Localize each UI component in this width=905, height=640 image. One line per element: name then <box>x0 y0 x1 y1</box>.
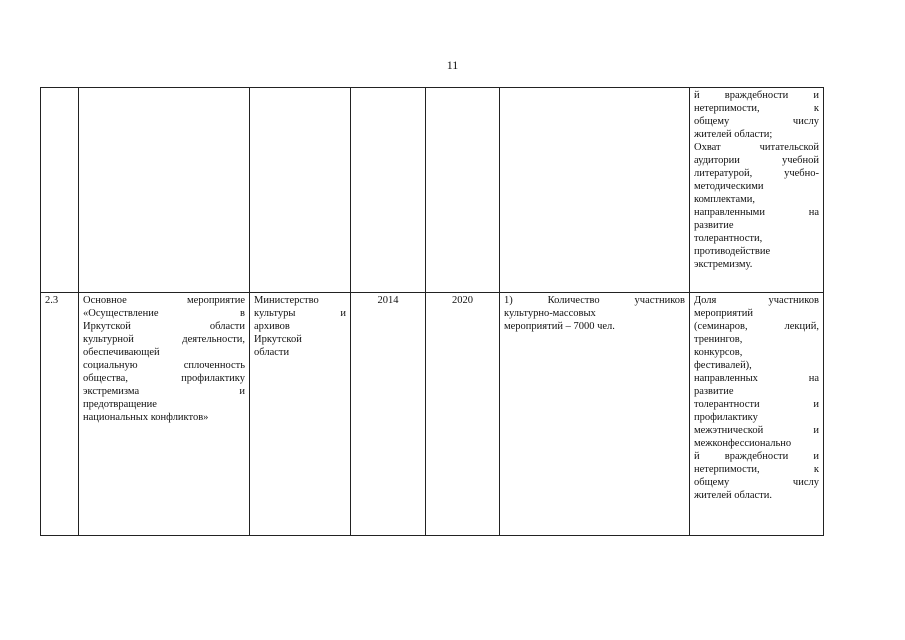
text-line: направленных на <box>694 373 819 384</box>
text-line: конкурсов, <box>694 347 743 358</box>
text-line: архивов <box>254 321 290 332</box>
text-line: общему числу <box>694 116 819 127</box>
text-line: толерантности, <box>694 233 763 244</box>
cell-indicators <box>690 293 824 536</box>
cell-number <box>41 88 79 293</box>
text-line: толерантности и <box>694 399 819 410</box>
text-line: й враждебности и <box>694 90 819 101</box>
text-line: мероприятий <box>694 308 753 319</box>
cell-executor <box>250 88 351 293</box>
text-line: направленными на <box>694 207 819 218</box>
program-table <box>40 87 824 536</box>
table-row <box>41 88 824 293</box>
text-line: культурной деятельности, <box>83 334 245 345</box>
text-line: профилактику <box>694 412 758 423</box>
text-line: культуры и <box>254 308 346 319</box>
cell-measure <box>79 88 250 293</box>
cell-number: 2.3 <box>41 293 79 536</box>
cell-results <box>500 293 690 536</box>
text-line: комплектами, <box>694 194 756 205</box>
text-line: Доля участников <box>694 295 819 306</box>
text-line: нетерпимости, к <box>694 103 819 114</box>
cell-end-year: 2020 <box>426 293 500 536</box>
text-line: области <box>254 347 290 358</box>
text-line: литературой, учебно- <box>694 168 819 179</box>
cell-end-year <box>426 88 500 293</box>
text-line: общему числу <box>694 477 819 488</box>
text-line: противодействие <box>694 246 771 257</box>
text-line: культурно-массовых <box>504 308 596 319</box>
text-line: Основное мероприятие <box>83 295 245 306</box>
text-line: жителей области; <box>694 129 773 140</box>
text-line: Иркутской области <box>83 321 245 332</box>
text-line: мероприятий – 7000 чел. <box>504 321 615 332</box>
text-line: аудитории учебной <box>694 155 819 166</box>
text-line: Иркутской <box>254 334 302 345</box>
text-line: предотвращение <box>83 399 157 410</box>
text-line: 1) Количество участников <box>504 295 685 306</box>
text-line: социальную сплоченность <box>83 360 245 371</box>
page-number: 11 <box>446 58 459 72</box>
text-line: развитие <box>694 386 734 397</box>
text-line: й враждебности и <box>694 451 819 462</box>
text-line: методическими <box>694 181 764 192</box>
text-line: «Осуществление в <box>83 308 245 319</box>
text-line: межэтнической и <box>694 425 819 436</box>
text-line: нетерпимости, к <box>694 464 819 475</box>
cell-executor <box>250 293 351 536</box>
table-row <box>41 293 824 536</box>
text-line: (семинаров, лекций, <box>694 321 819 332</box>
cell-measure <box>79 293 250 536</box>
text-line: Охват читательской <box>694 142 819 153</box>
text-line: фестивалей), <box>694 360 752 371</box>
cell-indicators <box>690 88 824 293</box>
text-line: жителей области. <box>694 490 772 501</box>
text-line: межконфессионально <box>694 438 792 449</box>
text-line: национальных конфликтов» <box>83 412 209 423</box>
text-line: Министерство <box>254 295 319 306</box>
cell-start-year: 2014 <box>351 293 426 536</box>
text-line: тренингов, <box>694 334 743 345</box>
cell-start-year <box>351 88 426 293</box>
text-line: обеспечивающей <box>83 347 160 358</box>
text-line: экстремизму. <box>694 259 753 270</box>
text-line: развитие <box>694 220 734 231</box>
text-line: экстремизма и <box>83 386 245 397</box>
cell-results <box>500 88 690 293</box>
text-line: общества, профилактику <box>83 373 245 384</box>
